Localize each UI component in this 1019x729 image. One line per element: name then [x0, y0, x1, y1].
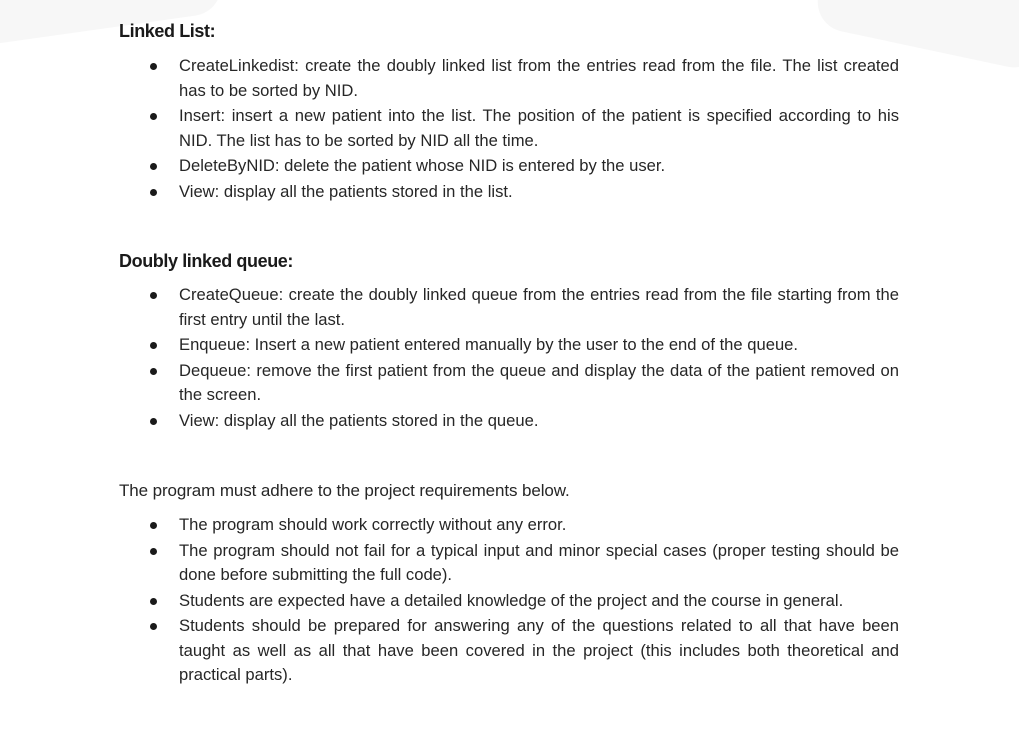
list-item: The program should work correctly without any error. [119, 513, 899, 538]
list-item: The program should not fail for a typical input and minor special cases (proper testing should be done before submitting the full code). [119, 539, 899, 588]
list-item: View: display all the patients stored in the list. [119, 180, 899, 205]
list-item: Enqueue: Insert a new patient entered manually by the user to the end of the queue. [119, 333, 899, 358]
linked-list-section [119, 20, 919, 205]
list-item: Students should be prepared for answering any of the questions related to all that have been taught as well as all that have been covered in the project (this includes both theoretical and practical parts). [119, 614, 899, 688]
list-item: CreateQueue: create the doubly linked queue from the entries read from the file starting from the first entry until the last. [119, 283, 899, 332]
queue-section [119, 250, 919, 434]
list-item: Students are expected have a detailed knowledge of the project and the course in general. [119, 589, 899, 614]
linked-list-heading: Linked List: [119, 21, 216, 41]
list-item: DeleteByNID: delete the patient whose NID is entered by the user. [119, 154, 899, 179]
queue-bullets [119, 283, 919, 433]
list-item: View: display all the patients stored in the queue. [119, 409, 899, 434]
queue-heading: Doubly linked queue: [119, 251, 294, 271]
list-item: Dequeue: remove the first patient from the queue and display the data of the patient removed on the screen. [119, 359, 899, 408]
requirements-bullets [119, 513, 919, 688]
list-item: Insert: insert a new patient into the list. The position of the patient is specified according to his NID. The list has to be sorted by NID all the time. [119, 104, 899, 153]
requirements-section [119, 480, 919, 689]
linked-list-bullets [119, 54, 919, 204]
list-item: CreateLinkedist: create the doubly linked list from the entries read from the file. The list created has to be sorted by NID. [119, 54, 899, 103]
requirements-intro: The program must adhere to the project requirements below. [119, 481, 570, 500]
